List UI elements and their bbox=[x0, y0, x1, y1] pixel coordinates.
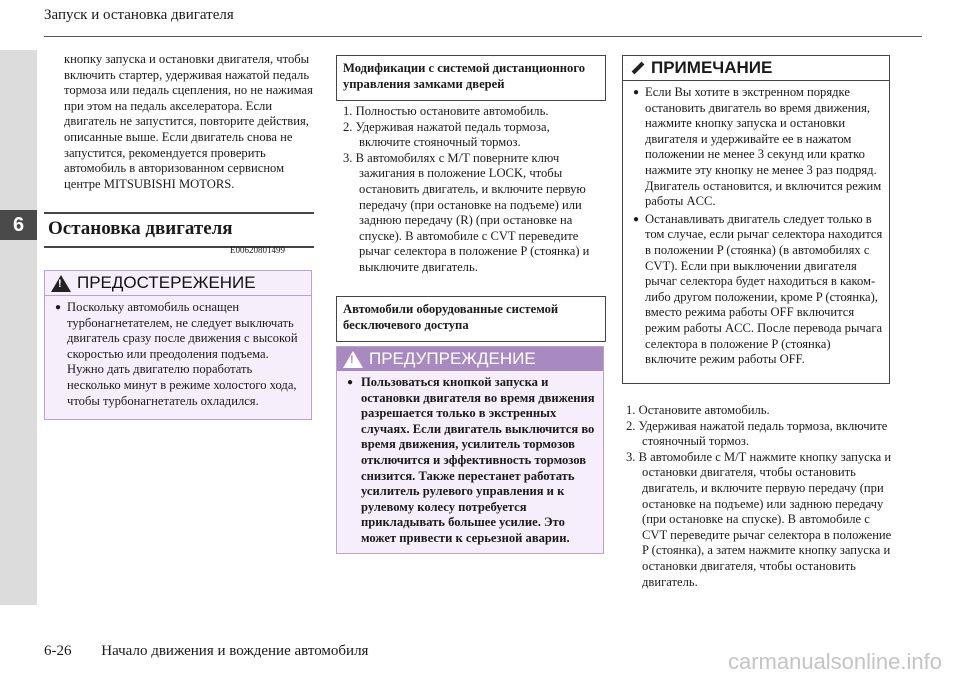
remote-steps-list bbox=[343, 104, 598, 276]
warning-triangle-icon bbox=[51, 275, 71, 292]
note-item: ● Если Вы хотите в экстренном порядке остановить двигатель во время движения, нажмите кнопку запуска и остановки двигателя и удерживайте ее в нажатом положении не менее 3 секунд или кратко нажмите эту кнопку не менее 3 раз подряд. Двигатель остановится, и включится режим работы ACC. bbox=[633, 85, 883, 210]
keyless-steps-list bbox=[626, 403, 896, 590]
page-footer bbox=[44, 643, 368, 660]
keyless-step: 3. В автомобиле с М/Т нажмите кнопку запуска и остановки двигателя, чтобы остановить двигатель, и включите первую передачу (при остановке на подъеме) или заднюю передачу (при остановке на спуске). В автомобиле с CVT переведите рычаг селектора в положение P (стоянка), а затем нажмите кнопку запуска и остановки двигателя, чтобы остановить двигатель. bbox=[626, 449, 892, 589]
header-divider bbox=[44, 36, 922, 37]
note-header bbox=[623, 56, 889, 81]
remote-step: 1. Полностью остановите автомобиль. bbox=[343, 104, 549, 118]
caution-triangle-icon bbox=[343, 351, 363, 368]
remote-step: 2. Удерживая нажатой педаль тормоза, включите стояночный тормоз. bbox=[343, 119, 550, 150]
caution-title: ПРЕДУПРЕЖДЕНИЕ bbox=[369, 349, 536, 368]
intro-text-column bbox=[64, 52, 314, 192]
watermark: carmanualsonline.info bbox=[727, 649, 942, 674]
warning-header bbox=[45, 271, 311, 296]
section-title: Остановка двигателя bbox=[44, 212, 314, 248]
pencil-icon bbox=[629, 60, 645, 76]
mod-remote-heading: Модификации с системой дистанционного управления замками дверей bbox=[336, 55, 606, 101]
keyless-step: 2. Удерживая нажатой педаль тормоза, включите стояночный тормоз. bbox=[626, 418, 888, 449]
footer-chapter-title: Начало движения и вождение автомобиля bbox=[101, 643, 369, 659]
caution-item: ● Пользоваться кнопкой запуска и остановки двигателя во время движения разрешается только в экстренных случаях. Если двигатель выключится во время движения, усилитель тормозов отключится и эффективность тормозов снизится. Также перестанет работать усилитель рулевого управления и к рулевому колесу потребуется прикладывать большее усилие. Это может привести к серьезной аварии. bbox=[347, 375, 597, 547]
warning-item: ● Поскольку автомобиль оснащен турбонагнетателем, не следует выключать двигатель сразу после движения с высокой скоростью или преодоления подъема. Нужно дать двигателю поработать несколько минут в режиме холостого хода, чтобы турбонагнетатель охладился. bbox=[55, 300, 305, 409]
note-item: ● Останавливать двигатель следует только в том случае, если рычаг селектора находится в положении P (стоянка) (в автомобилях с CVT). Если при выключении двигателя рычаг селектора будет находиться в каком-либо другом положении, кроме P (стоянка), вместо режима работы OFF включится режим работы ACC. После перевода рычага селектора в положение P (стоянка) включите режим работы OFF. bbox=[633, 212, 883, 368]
warning-title: ПРЕДОСТЕРЕЖЕНИЕ bbox=[77, 273, 256, 292]
warning-list bbox=[55, 300, 305, 409]
caution-box bbox=[336, 346, 604, 554]
note-list bbox=[633, 85, 883, 368]
page-number: 6-26 bbox=[44, 643, 72, 659]
caution-list bbox=[347, 375, 597, 547]
warning-box bbox=[44, 270, 312, 420]
page-header-title: Запуск и остановка двигателя bbox=[44, 7, 234, 23]
caution-header bbox=[337, 347, 603, 371]
note-box bbox=[622, 55, 890, 384]
chapter-tab: 6 bbox=[0, 210, 37, 240]
keyless-step: 1. Остановите автомобиль. bbox=[626, 403, 770, 417]
chapter-sidebar bbox=[0, 50, 37, 605]
mod-keyless-heading: Автомобили оборудованные системой бесключевого доступа bbox=[336, 296, 606, 342]
note-title: ПРИМЕЧАНИЕ bbox=[651, 58, 773, 77]
remote-step: 3. В автомобилях с М/Т поверните ключ зажигания в положение LOCK, чтобы остановить двигатель, и включите первую передачу (при остановке на подъеме) или заднюю передачу (R) (при остановке на спуске). В автомобиле с CVT переведите рычаг селектора в положение P (стоянка) и выключите двигатель. bbox=[343, 150, 590, 274]
section-code: E00620801499 bbox=[230, 245, 285, 255]
intro-paragraph: кнопку запуска и остановки двигателя, чтобы включить стартер, удерживая нажатой педаль тормоза или педаль сцепления, но не нажимая при этом на педаль акселератора. Если двигатель не запустится, повторите действия, описанные выше. Если двигатель снова не запустится, рекомендуется проверить автомобиль в авторизованном сервисном центре MITSUBISHI MOTORS. bbox=[64, 52, 313, 191]
